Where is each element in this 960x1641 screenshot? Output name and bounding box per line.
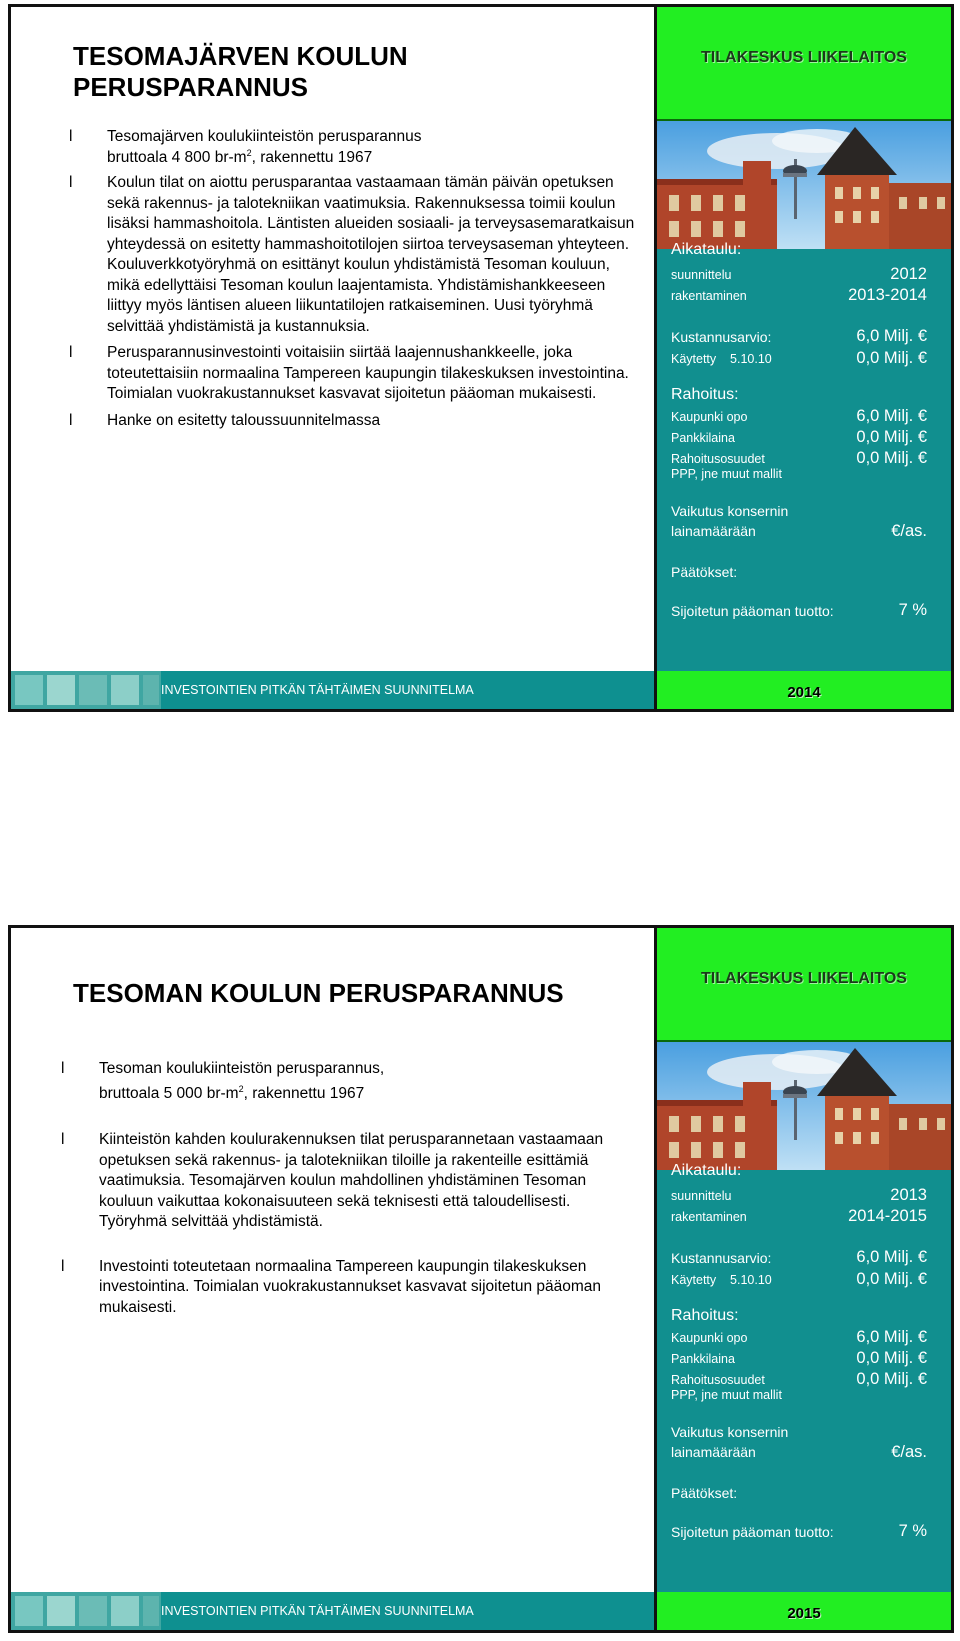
bullet-line: , rakennettu 1967 (243, 1085, 365, 1102)
ppp-label: PPP, jne muut mallit (671, 1388, 782, 1402)
funding-shares-value: 0,0 Milj. € (856, 1370, 927, 1388)
bullet-text: Kiinteistön kahden koulurakennuksen tilat perusparannetaan vastaamaan opetuksen sekä rakennus- ja talotekniikan tiloille ja rakenteille esittämiä vaatimuksia. Tesomajärven koulun mahdollinen yhdistäminen Tesoman kouluun vaikuttaa kokonaisuuteen sekä teknisesti että taloudellisesti. Työryhmä selvittää yhdistämistä. (99, 1131, 604, 1230)
funding-shares-label: Rahoitusosuudet (671, 1373, 765, 1387)
planning-value: 2013 (890, 1186, 927, 1204)
bullet-marker: l (69, 128, 73, 145)
construction-value: 2014-2015 (848, 1207, 927, 1225)
footer-text: INVESTOINTIEN PITKÄN TÄHTÄIMEN SUUNNITELMA (161, 683, 474, 697)
bullet-marker: l (61, 1131, 65, 1148)
slide-footer (11, 671, 951, 709)
schedule-heading: Aikataulu: (671, 241, 742, 258)
funding-heading: Rahoitus: (671, 386, 739, 403)
construction-value: 2013-2014 (848, 286, 927, 304)
footer-year: 2014 (654, 671, 951, 709)
bullet-marker: l (69, 344, 73, 361)
slide-footer (11, 1592, 951, 1630)
loan-amount-label: lainamäärään (671, 1444, 756, 1460)
city-photo (657, 121, 951, 249)
slide-title: TESOMAJÄRVEN KOULUN PERUSPARANNUS (73, 41, 408, 102)
planning-value: 2012 (890, 265, 927, 283)
bullet-marker: l (69, 174, 73, 191)
schedule-heading: Aikataulu: (671, 1162, 742, 1179)
per-capita-value: €/as. (891, 522, 927, 540)
used-value: 0,0 Milj. € (856, 349, 927, 367)
tower-photo-image (657, 1042, 951, 1170)
bank-loan-value: 0,0 Milj. € (856, 428, 927, 446)
funding-shares-value: 0,0 Milj. € (856, 449, 927, 467)
brand-header (657, 928, 951, 1042)
construction-label: rakentaminen (671, 289, 747, 303)
cost-estimate-value: 6,0 Milj. € (856, 327, 927, 345)
bullet-item (67, 411, 637, 432)
footer-thumbnail-image (11, 1592, 161, 1630)
used-label: Käytetty 5.10.10 (671, 352, 772, 366)
footer-thumbnail-image (11, 671, 161, 709)
project-info (671, 241, 927, 661)
slide-content (11, 7, 654, 671)
brand-header (657, 7, 951, 121)
bullet-line: Tesomajärven koulukiinteistön perusparannus (107, 128, 422, 145)
info-panel (654, 7, 951, 671)
bullet-text: Koulun tilat on aiottu perusparantaa vastaamaan tämän päivän opetuksen sekä rakennus- ja talotekniikan vaatimuksia. Rakennuksessa toimii koulun lisäksi hammashoitola. Läntisten alueiden sosiaali- ja terveysasemaratkaisun yhteydessä on esitetty hammashoitotilojen siirtoa terveysaseman yhteyteen. Kouluverkkotyöryhmä on esittänyt koulun yhdistämistä Tesoman kouluun, mikä edellyttäisi Tesoman koulun laajentamista. Yhdistämishankkeeseen liittyy myös läntisen alueen liikuntatilojen ratkaiseminen. Uusi työryhmä selvittää yhdistämistä ja kustannuksia. (107, 174, 635, 335)
tower-photo-image (657, 121, 951, 249)
bullet-line: bruttoala 5 000 br-m (99, 1085, 239, 1102)
impact-label: Vaikutus konsernin (671, 503, 789, 519)
bullet-item (59, 1056, 629, 1106)
slide-content (11, 928, 654, 1592)
construction-label: rakentaminen (671, 1210, 747, 1224)
return-label: Sijoitetun pääoman tuotto: (671, 603, 834, 619)
planning-label: suunnittelu (671, 1189, 732, 1203)
bullet-text: Perusparannusinvestointi voitaisiin siirtää laajennushankkeelle, joka toteutettaisiin normaalina Tampereen kaupungin tilakeskuksen investointina. Toimialan vuokrakustannukset kasvavat sijoitetun pääoman mukaisesti. (107, 344, 629, 402)
footer-text: INVESTOINTIEN PITKÄN TÄHTÄIMEN SUUNNITELMA (161, 1604, 474, 1618)
city-funding-value: 6,0 Milj. € (856, 407, 927, 425)
footer-thumbnails (11, 1592, 161, 1630)
return-value: 7 % (898, 1522, 927, 1540)
brand-title: TILAKESKUS LIIKELAITOS (701, 970, 907, 987)
bullet-item (67, 127, 637, 168)
superscript: 2 (246, 147, 252, 158)
slide-2 (8, 925, 954, 1633)
loan-amount-label: lainamäärään (671, 523, 756, 539)
city-funding-label: Kaupunki opo (671, 410, 748, 424)
funding-heading: Rahoitus: (671, 1307, 739, 1324)
bullet-text: Investointi toteutetaan normaalina Tampereen kaupungin tilakeskuksen investointina. Toimialan vuokrakustannukset kasvavat sijoitetun pääoman mukaisesti. (99, 1257, 602, 1316)
brand-title: TILAKESKUS LIIKELAITOS (701, 49, 907, 66)
impact-label: Vaikutus konsernin (671, 1424, 789, 1440)
decisions-label: Päätökset: (671, 1485, 738, 1501)
per-capita-value: €/as. (891, 1443, 927, 1461)
return-label: Sijoitetun pääoman tuotto: (671, 1524, 834, 1540)
bullet-item (59, 1130, 629, 1233)
cost-estimate-label: Kustannusarvio: (671, 329, 772, 345)
slide-1 (8, 4, 954, 712)
slide-title: TESOMAN KOULUN PERUSPARANNUS (73, 978, 564, 1008)
city-funding-label: Kaupunki opo (671, 1331, 748, 1345)
cost-estimate-label: Kustannusarvio: (671, 1250, 772, 1266)
funding-shares-label: Rahoitusosuudet (671, 452, 765, 466)
return-value: 7 % (898, 601, 927, 619)
decisions-label: Päätökset: (671, 564, 738, 580)
footer-thumbnails (11, 671, 161, 709)
footer-year: 2015 (654, 1592, 951, 1630)
used-value: 0,0 Milj. € (856, 1270, 927, 1288)
bank-loan-label: Pankkilaina (671, 431, 735, 445)
bullet-item (67, 343, 637, 405)
bullet-line: Tesoman koulukiinteistön perusparannus, (99, 1060, 385, 1077)
bullet-marker: l (69, 411, 73, 429)
bullet-item (59, 1257, 629, 1319)
ppp-label: PPP, jne muut mallit (671, 467, 782, 481)
bullet-item (67, 173, 637, 337)
bullet-line: bruttoala 4 800 br-m (107, 148, 247, 166)
planning-label: suunnittelu (671, 268, 732, 282)
bank-loan-value: 0,0 Milj. € (856, 1349, 927, 1367)
bullet-marker: l (61, 1257, 65, 1275)
info-panel (654, 928, 951, 1592)
bank-loan-label: Pankkilaina (671, 1352, 735, 1366)
bullet-line: , rakennettu 1967 (251, 148, 373, 166)
bullet-text: Hanke on esitetty taloussuunnitelmassa (107, 411, 381, 429)
project-info (671, 1162, 927, 1582)
bullet-list (67, 127, 637, 431)
used-label: Käytetty 5.10.10 (671, 1273, 772, 1287)
city-photo (657, 1042, 951, 1170)
bullet-list (59, 1056, 629, 1318)
city-funding-value: 6,0 Milj. € (856, 1328, 927, 1346)
cost-estimate-value: 6,0 Milj. € (856, 1248, 927, 1266)
bullet-marker: l (61, 1060, 65, 1077)
superscript: 2 (238, 1083, 244, 1094)
